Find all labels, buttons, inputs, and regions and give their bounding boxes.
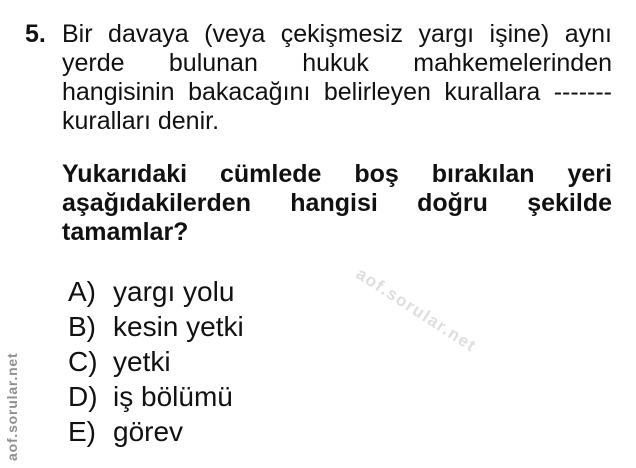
question-stem-line: tamamlar? [62,218,189,246]
watermark-diagonal: aof.sorular.net [352,264,481,356]
option-text: yargı yolu [113,276,235,307]
option-letter: E) [68,416,96,447]
question-stem-line: Yukarıdaki cümlede boş bırakılan yeri [62,160,612,188]
question-text-line: yerde bulunan hukuk mahkemelerinden [62,49,612,77]
option-row [68,414,612,449]
option-text: iş bölümü [113,381,233,412]
option-letter: C) [68,346,98,377]
question-stem [62,160,612,247]
question-text-line: Bir davaya (veya çekişmesiz yargı işine) aynı [62,20,612,48]
option-row [68,274,612,309]
option-row [68,309,612,344]
option-text: kesin yetki [113,311,244,342]
option-row [68,379,612,414]
option-text: görev [113,416,184,447]
option-letter: B) [68,311,96,342]
watermark-vertical: aof.sorular.net [4,352,20,461]
question-text-line: kuralları denir. [62,107,220,135]
option-row [68,344,612,379]
option-letter: D) [68,381,98,412]
options-list [62,274,612,449]
question-text-line: hangisinin bakacağını belirleyen kurallara ------- [62,78,612,106]
question-number: 5. [25,20,46,48]
question-body [62,20,612,449]
question-text [62,20,612,136]
option-letter: A) [68,276,96,307]
option-text: yetki [113,346,171,377]
question-stem-line: aşağıdakilerden hangisi doğru şekilde [62,189,612,217]
